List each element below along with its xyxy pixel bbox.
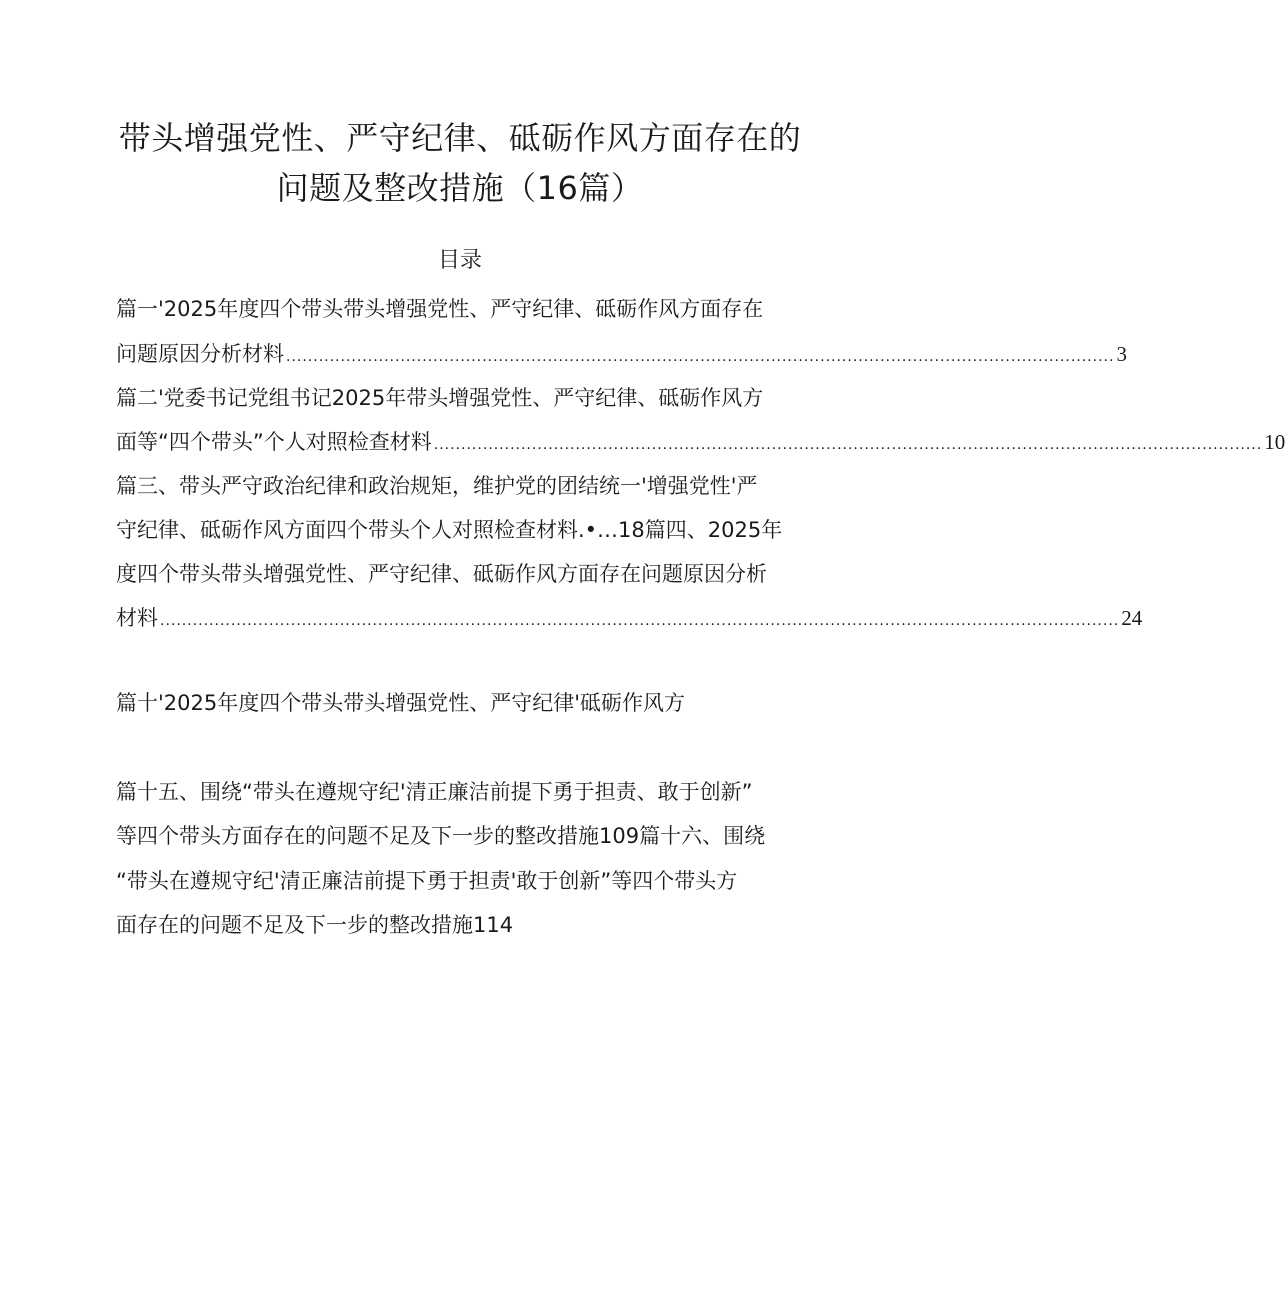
toc-leader-dots: ........................................................................................................................................................ bbox=[433, 437, 1263, 453]
toc-entry-4-line-1[interactable]: 度四个带头带头增强党性、严守纪律、砥砺作风方面存在问题原因分析 bbox=[116, 562, 767, 586]
toc-heading: 目录 bbox=[437, 248, 482, 273]
toc-entry-3-line-1[interactable]: 篇三、带头严守政治纪律和政治规矩，维护党的团结统一'增强党性'严 bbox=[116, 474, 758, 498]
toc-entry-16-line-1[interactable]: “带头在遵规守纪'清正廉洁前提下勇于担责'敢于创新”等四个带头方 bbox=[116, 869, 738, 893]
toc-entry-2-page: 10 bbox=[1264, 430, 1285, 454]
document-title-line-2: 问题及整改措施（16篇） bbox=[276, 169, 644, 207]
toc-entry-4-line-2[interactable] bbox=[116, 601, 1143, 638]
toc-entry-1-title-end: 问题原因分析材料 bbox=[116, 342, 284, 366]
toc-entry-4-page: 24 bbox=[1121, 606, 1143, 630]
toc-entry-15-line-2[interactable]: 等四个带头方面存在的问题不足及下一步的整改措施109篇十六、围绕 bbox=[116, 824, 766, 848]
toc-entry-4-title-end: 材料 bbox=[116, 606, 158, 630]
toc-leader-dots: ................................................................................................................................................................................ bbox=[160, 613, 1120, 629]
toc-entry-2-title-end: 面等“四个带头”个人对照检查材料 bbox=[116, 430, 432, 454]
toc-entry-10[interactable]: 篇十'2025年度四个带头带头增强党性、严守纪律'砥砺作风方 bbox=[116, 691, 685, 715]
toc-entry-1-page: 3 bbox=[1116, 342, 1127, 366]
toc-entry-16-line-2[interactable]: 面存在的问题不足及下一步的整改措施114 bbox=[116, 913, 514, 937]
toc-leader-dots: ........................................................................................................................................................ bbox=[286, 349, 1115, 365]
toc-entry-1-line-2[interactable] bbox=[116, 337, 1127, 374]
toc-entry-2-line-2[interactable] bbox=[116, 425, 1285, 462]
toc-entry-1-line-1[interactable]: 篇一'2025年度四个带头带头增强党性、严守纪律、砥砺作风方面存在 bbox=[116, 297, 764, 321]
toc-entry-15-line-1[interactable]: 篇十五、围绕“带头在遵规守纪'清正廉洁前提下勇于担责、敢于创新” bbox=[116, 780, 753, 804]
toc-entry-2-line-1[interactable]: 篇二'党委书记党组书记2025年带头增强党性、严守纪律、砥砺作风方 bbox=[116, 386, 764, 410]
document-title-line-1: 带头增强党性、严守纪律、砥砺作风方面存在的 bbox=[118, 119, 802, 157]
toc-entry-3-line-2[interactable]: 守纪律、砥砺作风方面四个带头个人对照检查材料.•…18篇四、2025年 bbox=[116, 518, 783, 542]
